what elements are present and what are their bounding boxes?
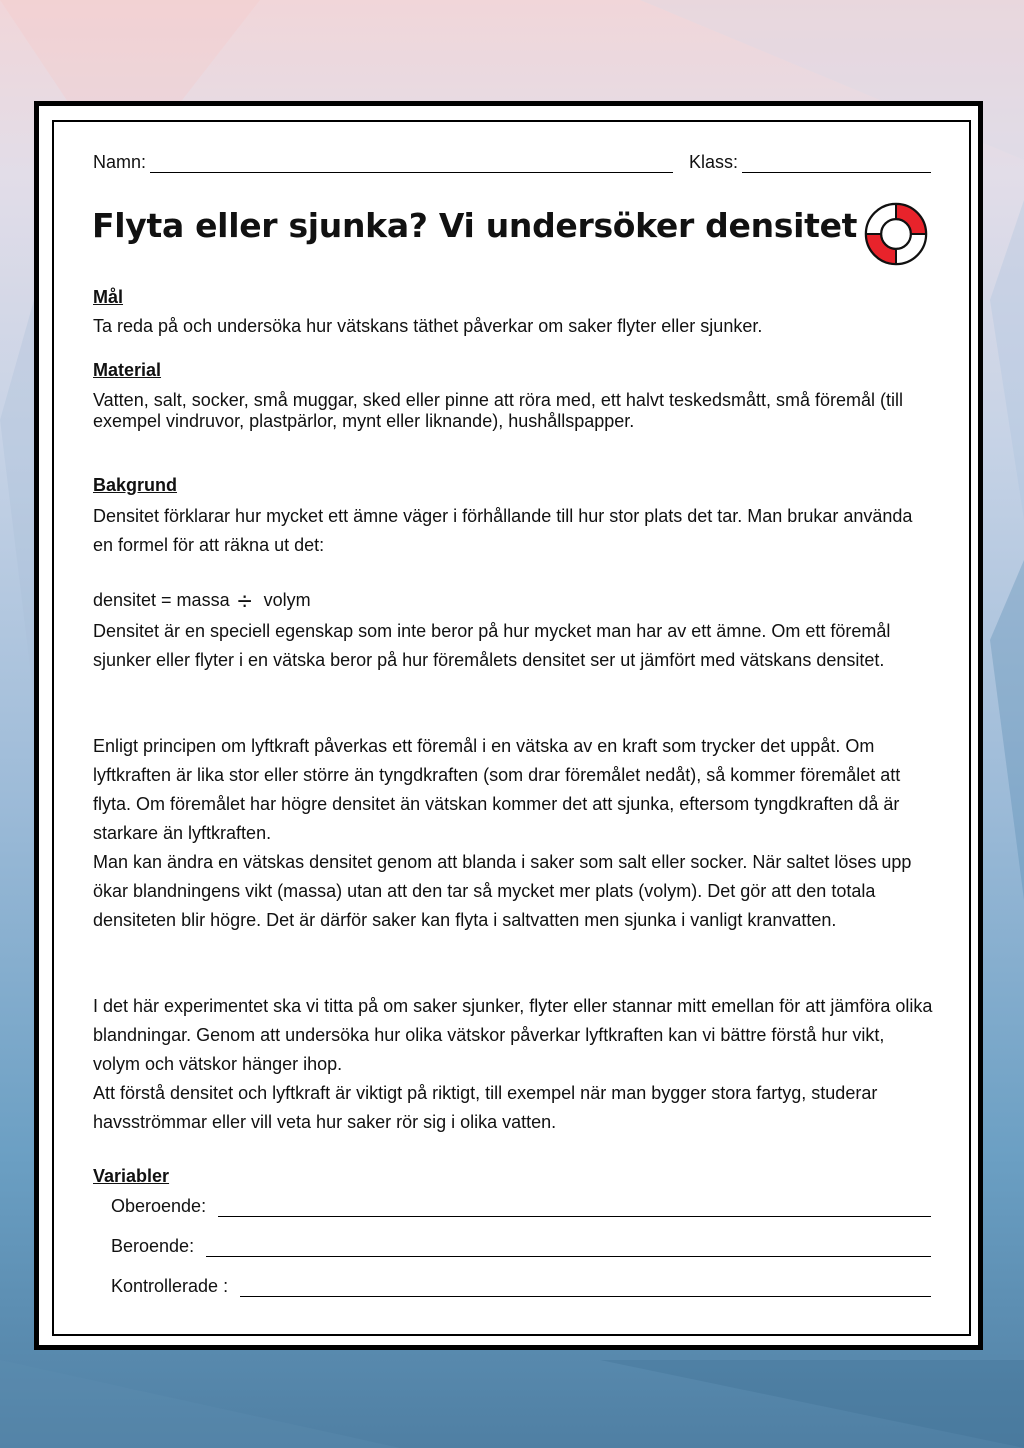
class-field[interactable]: [742, 154, 931, 173]
controlled-variable-row: [111, 1276, 931, 1297]
goal-text: Ta reda på och undersöka hur vätskans täthet påverkar om saker flyter eller sjunker.: [93, 316, 763, 336]
background-paragraph-3: Enligt principen om lyftkraft påverkas ett föremål i en vätska av en kraft som trycker det uppåt. Om lyftkraften är lika stor eller större än tyngdkraften (som drar föremålet nedåt), så kommer föremålet att flyta. Om föremålet har högre densitet än vätskan kommer det att sjunka, eftersom tyngdkraften då är starkare än lyftkraften.: [93, 736, 901, 843]
formula-left: densitet = massa: [93, 590, 230, 610]
variables-heading: Variabler: [93, 1166, 170, 1186]
background-paragraph-1: Densitet förklarar hur mycket ett ämne väger i förhållande till hur stor plats det tar. Man brukar använda en formel för att räkna ut det:: [93, 506, 913, 555]
divide-icon: ÷: [237, 585, 252, 616]
page-title: Flyta eller sjunka? Vi undersöker densitet: [92, 206, 858, 245]
name-label: Namn:: [93, 152, 147, 172]
independent-variable-row: [111, 1196, 931, 1217]
worksheet-inner-frame: [52, 120, 971, 1336]
dependent-label: Beroende:: [111, 1236, 195, 1256]
formula-right: volym: [263, 590, 311, 610]
material-heading: Material: [93, 360, 162, 380]
material-text: Vatten, salt, socker, små muggar, sked eller pinne att röra med, ett halvt teskedsmått, små föremål (till exempel vindruvor, plastpärlor, mynt eller liknande), hushållspapper.: [93, 390, 904, 431]
dependent-variable-row: [111, 1236, 931, 1257]
density-formula: [93, 585, 311, 616]
background-paragraph-2: Densitet är en speciell egenskap som inte beror på hur mycket man har av ett ämne. Om ett föremål sjunker eller flyter i en vätska beror på hur föremålets densitet ser ut jämfört med vätskans densitet.: [93, 621, 891, 670]
name-field[interactable]: [150, 154, 673, 173]
independent-label: Oberoende:: [111, 1196, 207, 1216]
goal-heading: Mål: [93, 287, 124, 307]
background-paragraph-6: Att förstå densitet och lyftkraft är viktigt på riktigt, till exempel när man bygger stora fartyg, studerar havsströmmar eller vill veta hur saker rör sig i olika vatten.: [93, 1083, 878, 1132]
background-paragraph-5: I det här experimentet ska vi titta på om saker sjunker, flyter eller stannar mitt emellan för att jämföra olika blandningar. Genom att undersöka hur olika vätskor påverkar lyftkraften kan vi bättre förstå hur vikt, volym och vätskor hänger ihop.: [93, 996, 933, 1074]
lifebuoy-icon: [861, 199, 931, 269]
background-paragraph-4: Man kan ändra en vätskas densitet genom att blanda i saker som salt eller socker. När saltet löses upp ökar blandningens vikt (massa) utan att den tar så mycket mer plats (volym). Det gör att den totala densiteten blir högre. Det är därför saker kan flyta i saltvatten men sjunka i vanligt kranvatten.: [93, 852, 912, 930]
class-row: [689, 152, 931, 173]
class-label: Klass:: [689, 152, 739, 172]
background-heading: Bakgrund: [93, 475, 178, 495]
independent-field[interactable]: [218, 1198, 931, 1217]
controlled-label: Kontrollerade :: [111, 1276, 229, 1296]
controlled-field[interactable]: [240, 1278, 931, 1297]
name-row: [93, 152, 673, 173]
dependent-field[interactable]: [206, 1238, 931, 1257]
